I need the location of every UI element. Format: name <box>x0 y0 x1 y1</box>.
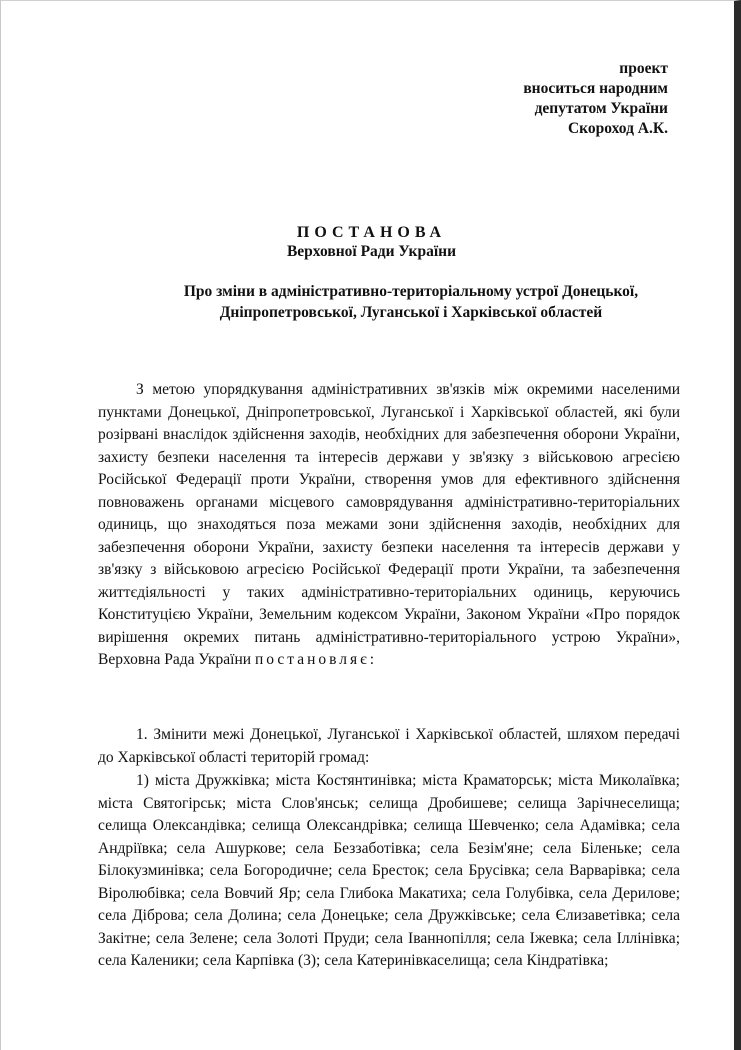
item-1-1-paragraph: 1) міста Дружківка; міста Костянтинівка; міста Краматорськ; міста Миколаївка; міста Святогірськ; міста Слов'янськ; селища Дробишеве; селища Зарічнеселища; селища Олександівка; селища Олександрівка; селища Шевченко; села Адамівка; села Андріївка; села Ашуркове; села Беззаботівка; села Безім'яне; села Біленьке; села Білокузминівка; села Богородичне; села Бресток; села Брусівка; села Варварівка; села Віролюбівка; села Вовчий Яр; села Глибока Макатиха; села Голубівка, села Дерилове; села Діброва; села Долина; села Донецьке; села Дружківське; села Єлизаветівка; села Закітне; села Зелене; села Золоті Пруди; села Іваннопілля; села Іжевка; села Іллінівка; села Каленики; села Карпівка (3); села Катеринівкаселища; села Кіндратівка; <box>98 772 680 969</box>
draft-note-author: Скороход А.К. <box>567 120 668 137</box>
document-subject <box>141 281 681 323</box>
preamble-text: З метою упорядкування адміністративних зв'язків між окремими населеними пунктами Донецької, Дніпропетровської, Луганської і Харківської областей, які були розірвані внаслідок здійснення заходів, необхідних для забезпечення оборони України, захисту безпеки населення та інтересів держави у зв'язку з військовою агресією Російської Федерації проти України, створення умов для ефективного здійснення повноважень органами місцевого самоврядування адміністративно-територіальних одиниць, що знаходяться поза межами зони здійснення заходів, необхідних для забезпечення оборони України, захисту безпеки населення та інтересів держави у зв'язку з військовою агресією Російської Федерації проти України, та забезпечення життєдіяльності у таких адміністративно-територіальних одиниць, керуючись Конституцією України, Земельним кодексом України, Законом України «Про порядок вирішення окремих питань адміністративно-територіального устрою України», Верховна Рада України <box>98 381 680 668</box>
document-title: ПОСТАНОВА <box>296 224 447 241</box>
resolves-word: постановляє: <box>254 651 378 668</box>
draft-note-line: вноситься народним <box>523 80 668 97</box>
document-subtitle: Верховної Ради України <box>286 243 457 260</box>
draft-note-line: депутатом України <box>534 100 668 117</box>
subject-line: Дніпропетровської, Луганської і Харківської областей <box>219 304 603 321</box>
item-1-paragraph: 1. Змінити межі Донецької, Луганської і Харківської областей, шляхом передачі до Харківської області територій громад: <box>98 726 680 766</box>
draft-note-line: проект <box>619 60 668 77</box>
preamble-paragraph <box>98 379 680 672</box>
subject-line: Про зміни в адміністративно-територіальному устрої Донецької, <box>183 283 639 300</box>
draft-note <box>523 59 668 139</box>
